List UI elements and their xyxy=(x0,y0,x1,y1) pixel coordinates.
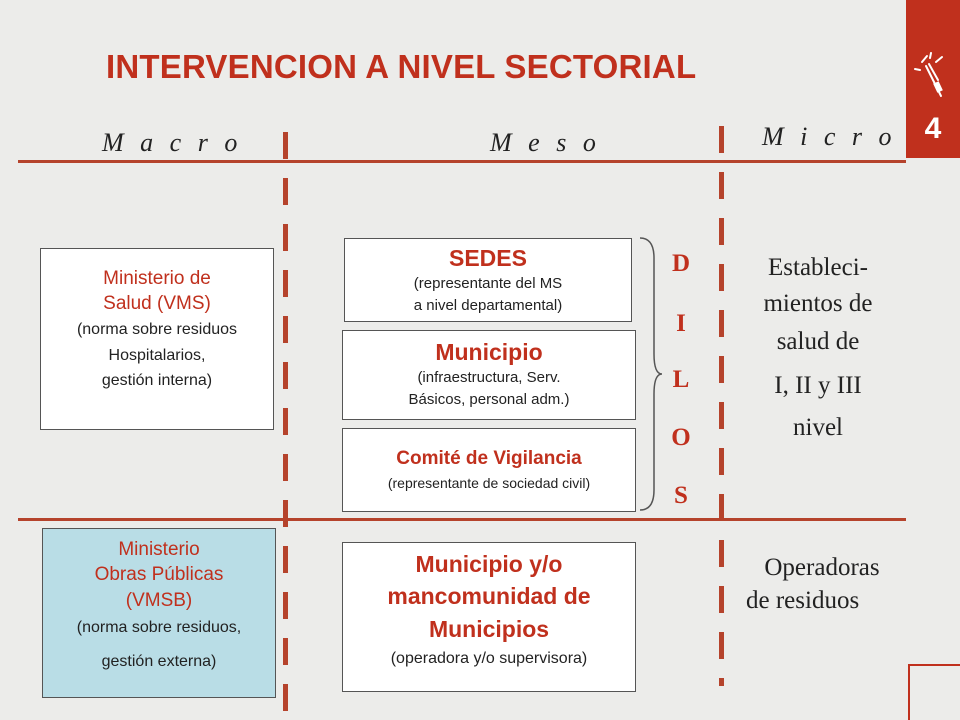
municipio-line-2: Básicos, personal adm.) xyxy=(408,391,570,408)
ministerio-obras-box xyxy=(42,528,276,698)
ministerio-obras-line-2: Obras Públicas xyxy=(94,564,224,585)
establecimientos-line-1: Estableci- xyxy=(768,254,868,281)
ministerio-salud-line-1: Ministerio de xyxy=(103,268,211,289)
comite-line-1: (representante de sociedad civil) xyxy=(387,475,591,491)
sedes-title: SEDES xyxy=(449,245,527,271)
municipio-box xyxy=(342,330,636,420)
dilos-letter-s: S xyxy=(674,482,688,509)
sedes-line-2: a nivel departamental) xyxy=(413,297,563,314)
establecimientos-line-5: nivel xyxy=(793,414,843,441)
establecimientos-line-3: salud de xyxy=(776,328,860,355)
ministerio-obras-line-4: (norma sobre residuos, xyxy=(76,619,242,636)
curly-brace-icon xyxy=(638,236,664,512)
column-header-micro: M i c r o xyxy=(762,122,897,151)
corner-line-vertical xyxy=(908,664,910,720)
establecimientos-line-2: mientos de xyxy=(763,290,873,317)
sedes-box xyxy=(344,238,632,322)
mancomunidad-title-line-3: Municipios xyxy=(428,616,550,642)
operadoras-text xyxy=(740,552,904,618)
column-header-macro: M a c r o xyxy=(102,128,243,157)
section-divider-line xyxy=(18,518,906,521)
establecimientos-text xyxy=(736,250,900,446)
mancomunidad-title-line-1: Municipio y/o xyxy=(415,551,563,577)
ministerio-salud-line-5: gestión interna) xyxy=(101,372,213,389)
meso-micro-separator xyxy=(719,126,724,686)
comite-title: Comité de Vigilancia xyxy=(396,448,582,469)
ministerio-salud-line-4: Hospitalarios, xyxy=(108,347,206,364)
ministerio-salud-box xyxy=(40,248,274,430)
ministerio-salud-line-2: Salud (VMS) xyxy=(103,293,211,314)
sedes-line-1: (representante del MS xyxy=(413,275,563,292)
macro-meso-separator xyxy=(283,132,288,712)
operadoras-line-2: de residuos xyxy=(746,587,860,614)
ministerio-obras-line-5: gestión externa) xyxy=(101,653,217,670)
municipio-mancomunidad-box xyxy=(342,542,636,692)
column-header-meso: M e s o xyxy=(490,128,601,157)
dilos-letter-o: O xyxy=(671,424,691,451)
mancomunidad-line-1: (operadora y/o supervisora) xyxy=(390,650,588,667)
torch-logo-icon xyxy=(914,52,952,104)
dilos-letter-l: L xyxy=(672,366,690,393)
ministerio-obras-line-1: Ministerio xyxy=(118,539,200,560)
municipio-line-1: (infraestructura, Serv. xyxy=(417,369,561,386)
dilos-letter-d: D xyxy=(671,250,691,277)
page-title: INTERVENCION A NIVEL SECTORIAL xyxy=(106,48,697,85)
dilos-letter-i: I xyxy=(676,310,686,337)
ministerio-salud-line-3: (norma sobre residuos xyxy=(76,321,238,338)
corner-line-horizontal xyxy=(908,664,960,666)
ministerio-obras-line-3: (VMSB) xyxy=(125,590,193,611)
header-divider-line xyxy=(18,160,906,163)
slide-number: 4 xyxy=(924,112,942,145)
mancomunidad-title-line-2: mancomunidad de xyxy=(387,583,591,609)
comite-vigilancia-box xyxy=(342,428,636,512)
operadoras-line-1: Operadoras xyxy=(764,554,880,581)
establecimientos-line-4: I, II y III xyxy=(774,372,862,399)
municipio-title: Municipio xyxy=(435,339,543,365)
